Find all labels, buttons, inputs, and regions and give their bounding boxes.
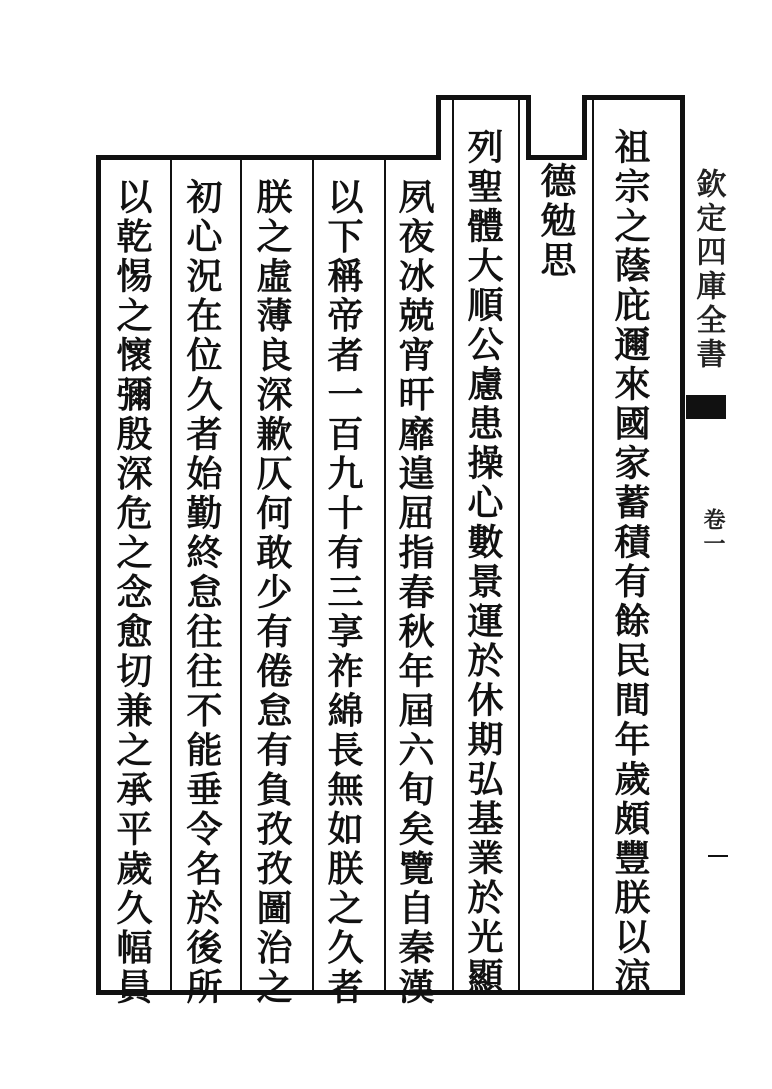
text-column-8	[111, 178, 153, 1008]
margin-title	[692, 168, 724, 372]
column-divider	[384, 160, 386, 990]
column-divider	[240, 160, 242, 990]
frame-step-vertical-mid	[526, 95, 531, 160]
column-text: 初心況在位久者始勤終怠往往不能垂令名於後所	[181, 178, 223, 1008]
column-divider	[452, 100, 454, 990]
text-column-7	[181, 178, 223, 1008]
column-text: 朕之虛薄良深歉仄何敢少有倦怠有負孜孜圖治之	[251, 178, 293, 1008]
text-column-4	[393, 178, 435, 1008]
column-divider	[170, 160, 172, 990]
frame-right-border	[680, 95, 685, 995]
margin-juan-label	[698, 508, 729, 556]
juan-label-text: 卷一	[700, 508, 726, 556]
frame-step-top-far-right	[582, 95, 684, 100]
frame-step-top-right	[526, 155, 586, 160]
column-divider	[592, 100, 594, 990]
frame-step-top	[436, 95, 531, 100]
column-divider	[312, 160, 314, 990]
column-text: 以下稱帝者一百九十有三享祚綿長無如朕之久者	[322, 178, 364, 1008]
text-column-3	[462, 128, 504, 997]
column-text: 德勉思	[535, 162, 577, 281]
frame-step-vertical-left	[436, 95, 441, 160]
frame-left-border	[96, 155, 101, 995]
text-column-2	[535, 162, 577, 281]
margin-fishtail-mark	[686, 395, 726, 419]
text-column-1	[609, 128, 651, 997]
column-text: 以乾惕之懷彌殷深危之念愈切兼之承平歲久幅員	[111, 178, 153, 1008]
frame-top-left-border	[96, 155, 440, 160]
column-text: 夙夜冰兢宵旰靡遑屈指春秋年屆六旬矣覽自秦漢	[393, 178, 435, 1008]
margin-tick	[708, 855, 728, 857]
frame-step-vertical-right	[582, 95, 587, 160]
margin-title-text: 欽定四庫全書	[690, 168, 726, 372]
text-column-5	[322, 178, 364, 1008]
column-text: 祖宗之蔭庇邇來國家蓄積有餘民間年歲頗豐朕以涼	[609, 128, 651, 997]
column-divider	[518, 100, 520, 990]
column-text: 列聖體大順公慮患操心數景運於休期弘基業於光顯	[462, 128, 504, 997]
text-column-6	[251, 178, 293, 1008]
